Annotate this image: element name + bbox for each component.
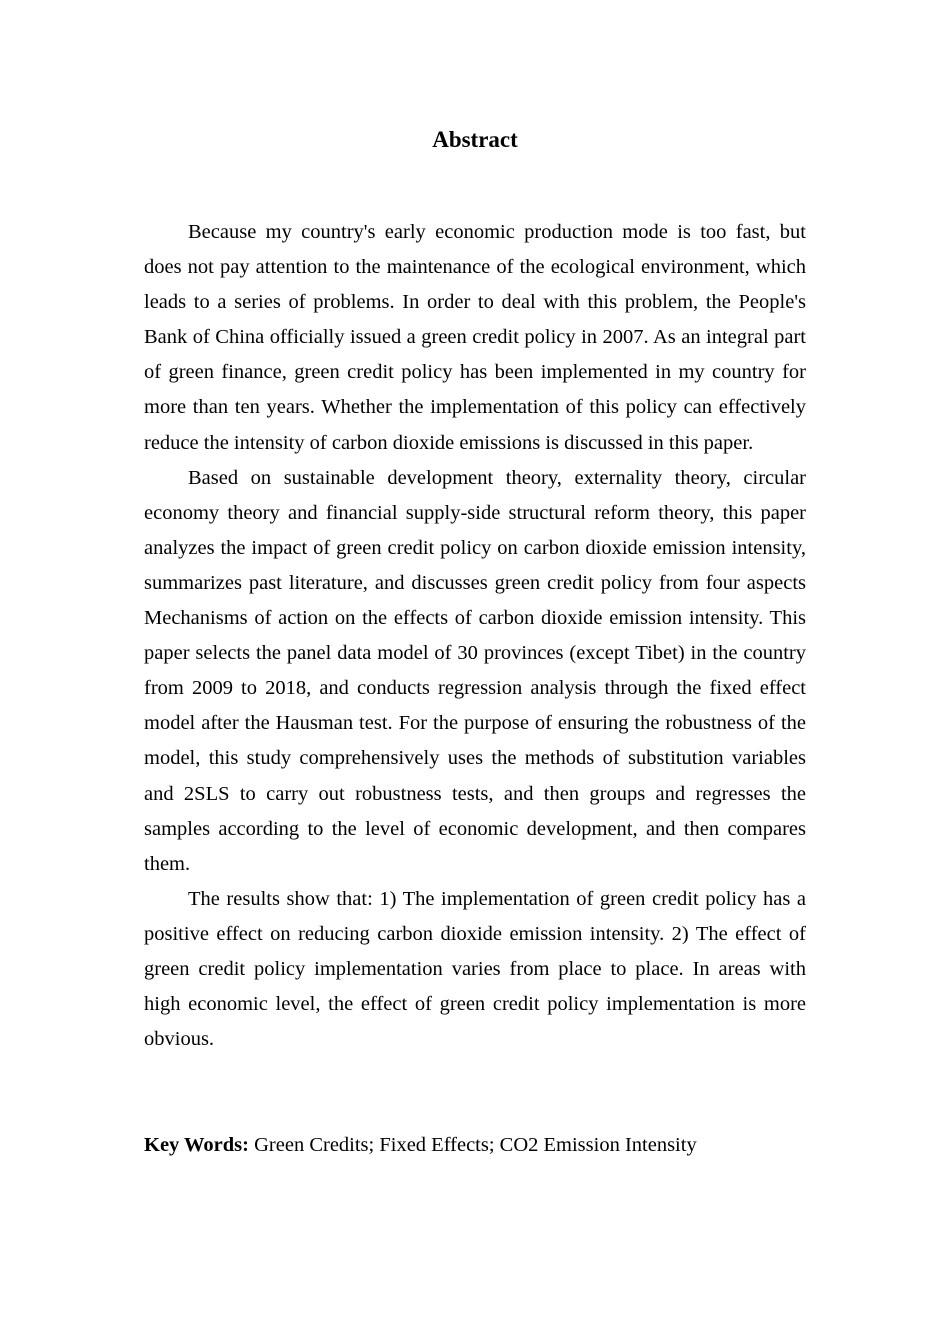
- abstract-body: [144, 215, 806, 1057]
- keywords-line: [144, 1128, 844, 1163]
- abstract-title: Abstract: [432, 127, 518, 152]
- abstract-paragraph-1: Because my country's early economic production mode is too fast, but does not pay attention to the maintenance of the ecological environment, which leads to a series of problems. In order to deal with this problem, the People's Bank of China officially issued a green credit policy in 2007. As an integral part of green finance, green credit policy has been implemented in my country for more than ten years. Whether the implementation of this policy can effectively reduce the intensity of carbon dioxide emissions is discussed in this paper.: [144, 221, 806, 454]
- keywords-label: Key Words:: [144, 1134, 249, 1156]
- keywords-text: Green Credits; Fixed Effects; CO2 Emission Intensity: [254, 1134, 697, 1156]
- abstract-paragraph-3: The results show that: 1) The implementation of green credit policy has a positive effect on reducing carbon dioxide emission intensity. 2) The effect of green credit policy implementation varies from place to place. In areas with high economic level, the effect of green credit policy implementation is more obvious.: [144, 887, 806, 1051]
- abstract-paragraph-2: Based on sustainable development theory, externality theory, circular economy theory and financial supply-side structural reform theory, this paper analyzes the impact of green credit policy on carbon dioxide emission intensity, summarizes past literature, and discusses green credit policy from four aspects Mechanisms of action on the effects of carbon dioxide emission intensity. This paper selects the panel data model of 30 provinces (except Tibet) in the country from 2009 to 2018, and conducts regression analysis through the fixed effect model after the Hausman test. For the purpose of ensuring the robustness of the model, this study comprehensively uses the methods of substitution variables and 2SLS to carry out robustness tests, and then groups and regresses the samples according to the level of economic development, and then compares them.: [144, 466, 806, 875]
